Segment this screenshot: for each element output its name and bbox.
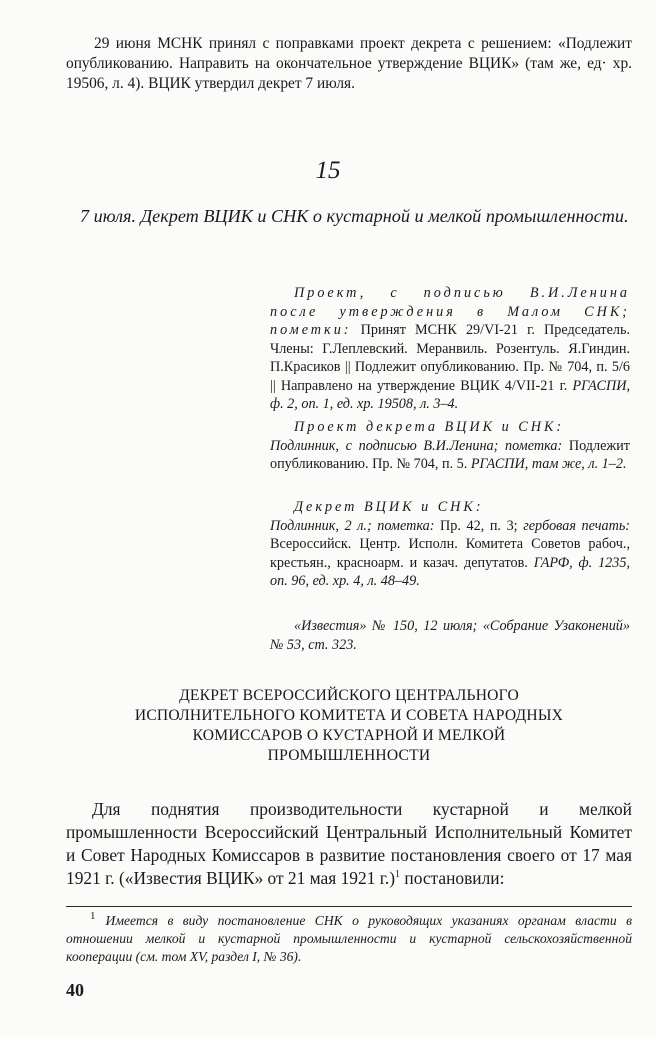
publication-text: «Известия» № 150, 12 июля; «Собрание Узаконений» № 53, ст. 323. (270, 618, 630, 653)
decree-reference: ГАРФ, ф. 1235, оп. 96, ед. хр. 4, л. 48–49. (270, 554, 631, 589)
footnote-marker: 1 (90, 910, 96, 923)
footnote (66, 912, 632, 966)
project-label: Проект, с подписью В.И.Ленина после утверждения в Малом СНК; пометки: (270, 285, 630, 338)
draft-line-text: Подлежит опубликованию. Пр. № 704, п. 5. (270, 437, 630, 472)
intro-note: 29 июня МСНК принял с поправками проект декрета с решением: «Подлежит опубликованию. Направить на окончательное утверждение ВЦИК» (там же, ед· хр. 19506, л. 4). ВЦИК утвердил декрет 7 июля. (66, 35, 632, 92)
heading-line: КОМИССАРОВ О КУСТАРНОЙ И МЕЛКОЙ (192, 727, 506, 744)
decree-stamp-text: Всероссийск. Центр. Исполн. Комитета Советов рабоч., крестьян., красноарм. и казач. депутатов. (270, 536, 630, 571)
document-title: 7 июля. Декрет ВЦИК и СНК о кустарной и мелкой промышленности. (80, 206, 629, 226)
heading-line: ИСПОЛНИТЕЛЬНОГО КОМИТЕТА И СОВЕТА НАРОДНЫХ (134, 707, 564, 724)
archival-note-draft (270, 418, 630, 474)
draft-reference: РГАСПИ, там же, л. 1–2. (470, 456, 627, 472)
page-number: 40 (66, 980, 84, 1000)
draft-label: Проект декрета ВЦИК и СНК: (294, 419, 565, 435)
decree-line-text: Пр. 42, п. 3; (440, 517, 518, 534)
decree-preamble (66, 798, 632, 890)
document-number: 15 (315, 157, 341, 184)
decree-line-label: Подлинник, 2 л.; пометка: (270, 517, 435, 534)
draft-line-label: Подлинник, с подписью В.И.Ленина; пометка: (270, 437, 563, 454)
footnote-text: Имеется в виду постановление СНК о руководящих указаниях органам власти в отношении мелкой и кустарной промышленности и кустарной сельскохозяйственной кооперации (см. том XV, раздел I, № 36). (66, 913, 632, 964)
archival-note-decree (270, 498, 630, 591)
decree-heading (66, 686, 632, 766)
decree-label: Декрет ВЦИК и СНК: (294, 499, 484, 515)
footnote-divider (66, 906, 632, 907)
footnote-reference[interactable]: 1 (395, 869, 401, 881)
heading-line: ДЕКРЕТ ВСЕРОССИЙСКОГО ЦЕНТРАЛЬНОГО (179, 687, 519, 704)
decree-stamp-label: гербовая печать: (523, 517, 631, 534)
preamble-end: постановили: (400, 868, 505, 888)
publication-note (270, 617, 630, 654)
project-text: Принят МСНК 29/VI-21 г. Председатель. Члены: Г.Леплевский. Меранвиль. Розентуль. Я.Гиндин. П.Красиков || Подлежит опубликованию. Пр. № 704, п. 5/6 || Направлено на утверждение ВЦИК 4/VII-21 г. (270, 322, 630, 394)
archival-note-project (270, 284, 630, 414)
heading-line: ПРОМЫШЛЕННОСТИ (267, 747, 431, 764)
project-reference: РГАСПИ, ф. 2, оп. 1, ед. хр. 19508, л. 3–4. (270, 377, 630, 412)
preamble-text: Для поднятия производительности кустарной и мелкой промышленности Всероссийский Центральный Исполнительный Комитет и Совет Народных Комиссаров в развитие постановления своего от 17 мая 1921 г. («Известия ВЦИК» от 21 мая 1921 г.) (66, 799, 632, 888)
